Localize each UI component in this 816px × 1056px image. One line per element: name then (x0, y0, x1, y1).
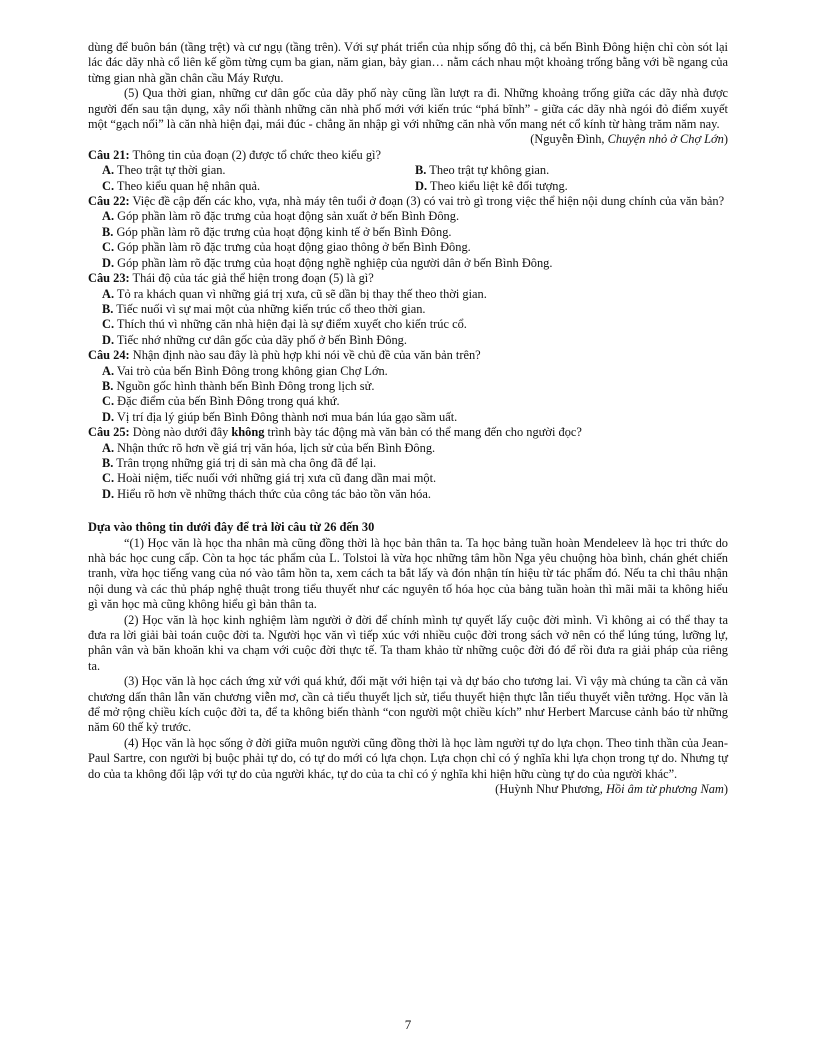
option-text: Thích thú vì những căn nhà hiện đại là sự điểm xuyết cho kiến trúc cổ. (114, 317, 467, 332)
question-21-stem (88, 148, 728, 163)
option-a[interactable] (102, 163, 415, 178)
page-content (88, 40, 728, 798)
source-close: ) (723, 782, 728, 797)
passage1-source (88, 132, 728, 147)
source-title: Chuyện nhỏ ở Chợ Lớn (607, 132, 724, 147)
passage2-source (88, 782, 728, 797)
source-close: ) (723, 132, 728, 147)
question-text: Thông tin của đoạn (2) được tổ chức theo kiểu gì? (129, 147, 381, 162)
option-text: Hiểu rõ hơn về những thách thức của công tác bảo tồn văn hóa. (114, 486, 431, 501)
option-d[interactable] (415, 179, 728, 194)
passage2-paragraph-2: (2) Học văn là học kinh nghiệm làm người ở đời để chính mình tự quyết lấy cuộc đời mình. Vì không ai có thể thay ta đưa ra lời giải bài toán cuộc đời ta. Người học văn vì tiếp xúc với nhiều cuộc đời trong sách vở nên có thể lúng túng, lưỡng lự, phân vân và băn khoăn khi va chạm với cuộc đời thực tế. Ta tham khảo từ những cuộc đời đó để rồi đưa ra giải pháp của riêng ta. (88, 612, 728, 673)
page-number: 7 (404, 1017, 412, 1032)
question-23-stem (88, 271, 728, 286)
source-title: Hồi âm từ phương Nam (605, 782, 724, 797)
option-d[interactable] (88, 333, 728, 348)
passage2-paragraph-4: (4) Học văn là học sống ở đời giữa muôn người cũng đồng thời là học làm người tự do lựa chọn. Theo tinh thần của Jean-Paul Sartre, con người bị buộc phải tự do, có tự do mới có lựa chọn. Lựa chọn chỉ có ý nghĩa khi lựa chọn trong tự do. Nhưng tự do của ta không đối lập với tự do của người khác, tự do của ta chỉ có ý nghĩa khi hiện hữu cùng tự do của người khác”. (88, 735, 728, 781)
option-text: Theo trật tự thời gian. (114, 163, 226, 178)
option-text: Tiếc nuối vì sự mai một của những kiến trúc cổ theo thời gian. (113, 301, 426, 316)
option-text: Góp phần làm rõ đặc trưng của hoạt động nghề nghiệp của người dân ở bến Bình Đông. (114, 255, 553, 270)
option-text: Góp phần làm rõ đặc trưng của hoạt động sản xuất ở bến Bình Đông. (114, 209, 460, 224)
option-letter: A. (102, 163, 115, 178)
option-letter: C. (102, 471, 115, 486)
option-letter: C. (102, 240, 115, 255)
passage1-paragraph-continued: dùng để buôn bán (tầng trệt) và cư ngụ (tầng trên). Với sự phát triển của nhịp sống đô thị, cả bến Bình Đông hiện chỉ còn sót lại lác đác dãy nhà cổ liên kế gồm từng cụm ba gian, năm gian, bảy gian… nằm cách nhau một khoảng trống bằng với bề ngang của từng gian nhà gần chân cầu Máy Rượu. (88, 40, 728, 85)
question-24 (88, 348, 728, 425)
spacer (88, 502, 728, 520)
option-d[interactable] (88, 487, 728, 502)
option-c[interactable] (88, 394, 728, 409)
option-text: Nguồn gốc hình thành bến Bình Đông trong lịch sử. (113, 378, 375, 393)
option-letter: A. (102, 440, 115, 455)
option-letter: A. (102, 286, 115, 301)
option-letter: B. (102, 301, 114, 316)
question-text: trình bày tác động mà văn bản có thể mang đến cho người đọc? (264, 425, 582, 440)
option-b[interactable] (88, 302, 728, 317)
option-text: Nhận thức rõ hơn về giá trị văn hóa, lịch sử của bến Bình Đông. (114, 440, 436, 455)
passage2-paragraph-1: “(1) Học văn là học tha nhân mà cũng đồng thời là học bản thân ta. Ta học bảng tuần hoàn Mendeleev là học tri thức do nhà bác học cung cấp. Còn ta học tác phẩm của L. Tolstoi là vừa học những tâm hồn Nga yêu chuộng hòa bình, chán ghét chiến tranh, vừa học tiếng vang của nó vào tâm hồn ta, xem cách ta bắt lấy và đón nhận tín hiệu từ tác phẩm đó. Nếu ta chỉ thâu nhận nội dung và các thủ pháp nghệ thuật trong tiểu thuyết như các nguyên tố hóa học của bảng tuần hoàn thì mãi mãi ta không hiểu gì văn học mà cũng không hiểu gì bản thân ta. (88, 535, 728, 612)
option-c[interactable] (88, 471, 728, 486)
question-21 (88, 148, 728, 194)
option-letter: A. (102, 209, 115, 224)
option-b[interactable] (88, 456, 728, 471)
source-author: (Nguyễn Đình, (530, 132, 608, 147)
option-letter: A. (102, 363, 115, 378)
option-c[interactable] (102, 179, 415, 194)
option-text: Tiếc nhớ những cư dân gốc của dãy phố ở bến Bình Đông. (114, 332, 407, 347)
option-text: Góp phần làm rõ đặc trưng của hoạt động giao thông ở bến Bình Đông. (114, 240, 471, 255)
option-a[interactable] (88, 441, 728, 456)
option-letter: C. (102, 394, 115, 409)
question-23 (88, 271, 728, 348)
source-author: (Huỳnh Như Phương, (495, 782, 606, 797)
option-letter: D. (102, 255, 115, 270)
question-label: Câu 22: (88, 194, 130, 209)
option-d[interactable] (88, 410, 728, 425)
option-row (88, 179, 728, 194)
option-letter: B. (415, 163, 427, 178)
question-25 (88, 425, 728, 502)
option-text: Trân trọng những giá trị di sản mà cha ông đã để lại. (113, 455, 377, 470)
option-letter: B. (102, 455, 114, 470)
option-text: Đặc điểm của bến Bình Đông trong quá khứ. (114, 394, 340, 409)
option-letter: B. (102, 224, 114, 239)
option-text: Tỏ ra khách quan vì những giá trị xưa, cũ sẽ dần bị thay thế theo thời gian. (114, 286, 487, 301)
option-text: Theo kiểu liệt kê đối tượng. (427, 178, 568, 193)
option-a[interactable] (88, 287, 728, 302)
question-label: Câu 24: (88, 348, 130, 363)
option-b[interactable] (88, 379, 728, 394)
question-22 (88, 194, 728, 271)
option-letter: D. (415, 178, 428, 193)
passage2-heading: Dựa vào thông tin dưới đây để trả lời câu từ 26 đến 30 (88, 520, 375, 535)
option-letter: D. (102, 409, 115, 424)
question-text: Việc đề cập đến các kho, vựa, nhà máy tên tuổi ở đoạn (3) có vai trò gì trong việc thể hiện nội dung chính của văn bản? (129, 194, 725, 209)
option-text: Góp phần làm rõ đặc trưng của hoạt động kinh tế ở bến Bình Đông. (113, 224, 452, 239)
option-a[interactable] (88, 364, 728, 379)
option-c[interactable] (88, 317, 728, 332)
question-label: Câu 25: (88, 425, 130, 440)
option-a[interactable] (88, 209, 728, 224)
option-letter: D. (102, 486, 115, 501)
option-b[interactable] (88, 225, 728, 240)
question-22-stem (88, 194, 728, 209)
option-text: Theo trật tự không gian. (426, 163, 550, 178)
question-text: Nhận định nào sau đây là phù hợp khi nói về chủ đề của văn bản trên? (129, 348, 481, 363)
question-emphasis: không (231, 425, 265, 440)
option-b[interactable] (415, 163, 728, 178)
passage2-paragraph-3: (3) Học văn là học cách ứng xử với quá khứ, đối mặt với hiện tại và dự báo cho tương lai. Vì vậy mà chúng ta cần cả văn chương dấn thân lẫn văn chương viễn mơ, cần cả tiểu thuyết lịch sử, tiểu thuyết hiện thực lẫn tiểu thuyết viễn tưởng. Học văn là để mở rộng chiều kích cuộc đời ta, để ta không biến thành “con người một chiều kích” như Herbert Marcuse cảnh báo từ những năm 60 thế kỷ trước. (88, 674, 728, 735)
passage1-paragraph-5: (5) Qua thời gian, những cư dân gốc của dãy phố này cũng lần lượt ra đi. Những khoảng trống giữa các dãy nhà được người đến sau tận dụng, xây nối thành những căn nhà phố mới với kiến trúc “phá bĩnh” - giữa các dãy nhà ngói đỏ điểm xuyết một “gạch nối” là căn nhà hiện đại, mái đúc - chẳng ăn nhập gì với những căn nhà vốn mang nét cổ kính từ hàng trăm năm nay. (88, 86, 728, 132)
question-label: Câu 23: (88, 271, 130, 286)
question-25-stem (88, 425, 728, 440)
question-label: Câu 21: (88, 147, 130, 162)
option-letter: C. (102, 178, 115, 193)
question-text: Dòng nào dưới đây (129, 425, 232, 440)
option-c[interactable] (88, 240, 728, 255)
option-text: Vai trò của bến Bình Đông trong không gian Chợ Lớn. (114, 363, 388, 378)
option-text: Vị trí địa lý giúp bến Bình Đông thành nơi mua bán lúa gạo sầm uất. (114, 409, 458, 424)
option-text: Hoài niệm, tiếc nuối với những giá trị xưa cũ đang dần mai một. (114, 471, 437, 486)
option-letter: B. (102, 378, 114, 393)
option-letter: D. (102, 332, 115, 347)
option-d[interactable] (88, 256, 728, 271)
question-24-stem (88, 348, 728, 363)
option-text: Theo kiểu quan hệ nhân quả. (114, 178, 261, 193)
option-row (88, 163, 728, 178)
question-text: Thái độ của tác giả thể hiện trong đoạn (5) là gì? (129, 271, 374, 286)
option-letter: C. (102, 317, 115, 332)
